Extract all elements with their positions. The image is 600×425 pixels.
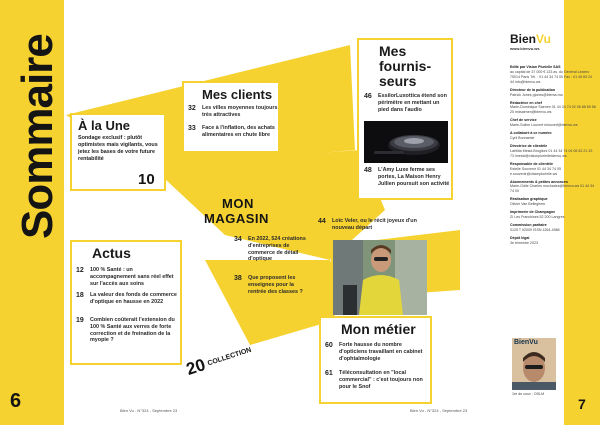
credit-heading: Rédactrice en chef bbox=[510, 100, 542, 105]
credit-heading: Dépôt légal bbox=[510, 235, 530, 240]
list-item[interactable] bbox=[76, 292, 180, 306]
list-item[interactable] bbox=[76, 317, 180, 344]
a-la-une-page[interactable]: 10 bbox=[138, 171, 155, 188]
collection-label: COLLECTION bbox=[206, 346, 253, 367]
item-page: 12 bbox=[76, 267, 84, 274]
item-page: 38 bbox=[234, 275, 242, 282]
section-a-la-une bbox=[70, 113, 166, 191]
list-item[interactable] bbox=[188, 105, 280, 119]
credit-block bbox=[510, 236, 596, 246]
item-page: 46 bbox=[364, 93, 372, 100]
masthead-logo bbox=[510, 32, 551, 46]
credit-heading: Chef de service bbox=[510, 118, 537, 123]
credit-heading: Directrice de clientèle bbox=[510, 144, 548, 149]
page-number-left: 6 bbox=[10, 390, 22, 412]
list-item[interactable] bbox=[325, 370, 431, 390]
credit-text: Patrick Jones pjones@bienvu.ws bbox=[510, 92, 563, 97]
item-text: Face à l'inflation, des achats alimentaires en chute libre bbox=[202, 125, 275, 138]
credit-block bbox=[510, 223, 596, 233]
credit-text: 0125 T 92009 ISSN 1264-4986 bbox=[510, 227, 560, 232]
item-text: Forte hausse du nombre d'opticiens travaillant en cabinet d'ophtalmologie bbox=[339, 342, 423, 362]
section-actus bbox=[70, 240, 182, 365]
credit-text: Marie-Odile Charles mocharles@bienvu.ws 01 44 34 74 00 bbox=[510, 184, 595, 194]
mes-clients-heading: Mes clients bbox=[202, 87, 273, 102]
footer-left: Bien Vu - N°324 - Septembre 23 bbox=[120, 408, 178, 413]
item-page: 32 bbox=[188, 105, 196, 112]
credit-block bbox=[510, 162, 596, 177]
credit-heading: A collaboré à ce numéro bbox=[510, 131, 552, 136]
credit-heading: Abonnements & petites annonces bbox=[510, 179, 568, 184]
connector-bottom bbox=[205, 260, 335, 345]
mes-fournisseurs-heading-line3: seurs bbox=[379, 73, 417, 89]
mon-magasin-item[interactable] bbox=[234, 275, 306, 295]
credit-block bbox=[510, 65, 596, 84]
page-title: Sommaire bbox=[13, 34, 62, 239]
collection-number: 20 bbox=[183, 355, 208, 379]
cover-caption: 1re de couv : ODLM bbox=[512, 392, 545, 396]
credit-heading: Imprimerie de Champagne bbox=[510, 210, 556, 215]
a-la-une-heading: À la Une bbox=[78, 118, 131, 133]
portrait-item[interactable] bbox=[318, 218, 418, 232]
section-mes-fournisseurs bbox=[357, 38, 453, 200]
item-text: En 2022, 524 créations d'entreprises de commerce de détail d'optique bbox=[248, 236, 306, 263]
item-page: 18 bbox=[76, 292, 84, 299]
credit-text: Cyril Bonnamie bbox=[510, 136, 535, 141]
item-text: EssilorLuxottica étend son périmètre en mettant un pied dans l'audio bbox=[378, 93, 447, 113]
list-item[interactable] bbox=[364, 93, 450, 113]
item-page: 34 bbox=[234, 236, 242, 243]
credit-text: ZI Les Franchises 52 200 Langres bbox=[510, 214, 565, 219]
item-text: La valeur des fonds de commerce d'optique en hausse en 2022 bbox=[90, 292, 177, 305]
credit-block bbox=[510, 101, 596, 116]
mes-fournisseurs-heading-line2: fournis- bbox=[379, 58, 432, 74]
credit-block bbox=[510, 118, 596, 128]
credit-text: Olivier Van Belleghem bbox=[510, 202, 546, 207]
credit-block bbox=[510, 88, 596, 98]
list-item[interactable] bbox=[188, 125, 280, 139]
credit-text: 3e trimestre 2023 bbox=[510, 240, 538, 245]
item-page: 44 bbox=[318, 218, 326, 225]
item-text: Combien coûterait l'extension du 100 % Santé aux verres de forte correction et de freination de la myopie ? bbox=[90, 317, 175, 344]
mon-magasin-heading-line1: MON bbox=[222, 196, 254, 211]
cover-thumbnail[interactable] bbox=[512, 338, 556, 390]
item-text: Les villes moyennes toujours très attractives bbox=[202, 105, 278, 118]
item-page: 19 bbox=[76, 317, 84, 324]
mon-magasin-item[interactable] bbox=[234, 236, 306, 263]
credit-block bbox=[510, 210, 596, 220]
credit-text: Laëtitia Mesid-Broglioni 01 44 34 74 04 06 63 21 43 73 lmesid@visionpluriellebienvu.ws bbox=[510, 148, 593, 158]
list-item[interactable] bbox=[76, 267, 180, 287]
credit-heading: Directeur de la publication bbox=[510, 87, 556, 92]
mon-magasin-heading-line2: MAGASIN bbox=[204, 211, 269, 226]
credit-block bbox=[510, 180, 596, 195]
masthead-credits bbox=[510, 62, 596, 246]
section-mon-metier bbox=[319, 316, 432, 404]
credit-text: Estelle Souvenir 01 44 34 74 05 e.souvenir@visionplurielle.ws bbox=[510, 166, 561, 176]
credit-block bbox=[510, 144, 596, 159]
section-mes-clients bbox=[182, 81, 280, 153]
credit-block bbox=[510, 197, 596, 207]
mes-fournisseurs-heading-line1: Mes bbox=[379, 43, 407, 59]
item-page: 60 bbox=[325, 342, 333, 349]
item-text: 100 % Santé : un accompagnement sans réel effet sur l'accès aux soins bbox=[90, 267, 174, 287]
product-photo bbox=[364, 121, 448, 163]
list-item[interactable] bbox=[364, 167, 450, 187]
credit-text: Marie-Dominique Saenen 01 44 34 74 02 06 88 69 56 25 mdsaenen@bienvu.ws bbox=[510, 105, 596, 115]
portrait-image bbox=[333, 240, 427, 315]
masthead-logo-a: Bien bbox=[510, 32, 537, 46]
item-text: L'Amy Luxe ferme ses portes, La Maison Henry Jullien poursuit son activité bbox=[378, 167, 450, 187]
page-number-right: 7 bbox=[578, 396, 586, 412]
mon-metier-heading: Mon métier bbox=[341, 321, 416, 337]
item-text: Téléconsultation en "local commercial" : c'est toujours non pour le Snof bbox=[339, 370, 423, 390]
credit-heading: Responsable de clientèle bbox=[510, 161, 553, 166]
audio-glasses-image bbox=[364, 121, 448, 163]
credit-block bbox=[510, 131, 596, 141]
footer-right: Bien Vu - N°324 - Septembre 23 bbox=[410, 408, 468, 413]
item-page: 33 bbox=[188, 125, 196, 132]
credit-heading: Réalisation graphique bbox=[510, 197, 548, 202]
actus-heading: Actus bbox=[92, 245, 131, 261]
list-item[interactable] bbox=[325, 342, 431, 362]
item-text: Que proposent les enseignes pour la rentrée des classes ? bbox=[248, 275, 303, 295]
masthead-site[interactable]: www.bienvu.ws bbox=[510, 46, 540, 51]
item-text: Loïc Veler, ou le récit joyeux d'un nouveau départ bbox=[332, 218, 417, 231]
portrait-photo bbox=[333, 240, 427, 315]
credit-heading: Edité par Vision Plurielle SAS bbox=[510, 65, 561, 70]
cover-logo: BienVu bbox=[514, 339, 538, 346]
a-la-une-text[interactable]: Sondage exclusif : plutôt optimistes mais vigilants, vous jetez les bases de votre future rentabilité bbox=[78, 135, 158, 163]
credit-text: au capital de 37 000 € 133 av. du Général Leclerc 75014 Paris Tél. : 01 44 34 74 00 Fax : 01 45 83 24 44 info@bienvu.ws bbox=[510, 70, 593, 84]
item-page: 48 bbox=[364, 167, 372, 174]
credit-heading: Commission paritaire bbox=[510, 223, 547, 227]
credit-text: Marie-Soline Louvert mlouvert@bienvu.ws bbox=[510, 123, 578, 128]
item-page: 61 bbox=[325, 370, 333, 377]
masthead-logo-b: Vu bbox=[536, 32, 551, 46]
